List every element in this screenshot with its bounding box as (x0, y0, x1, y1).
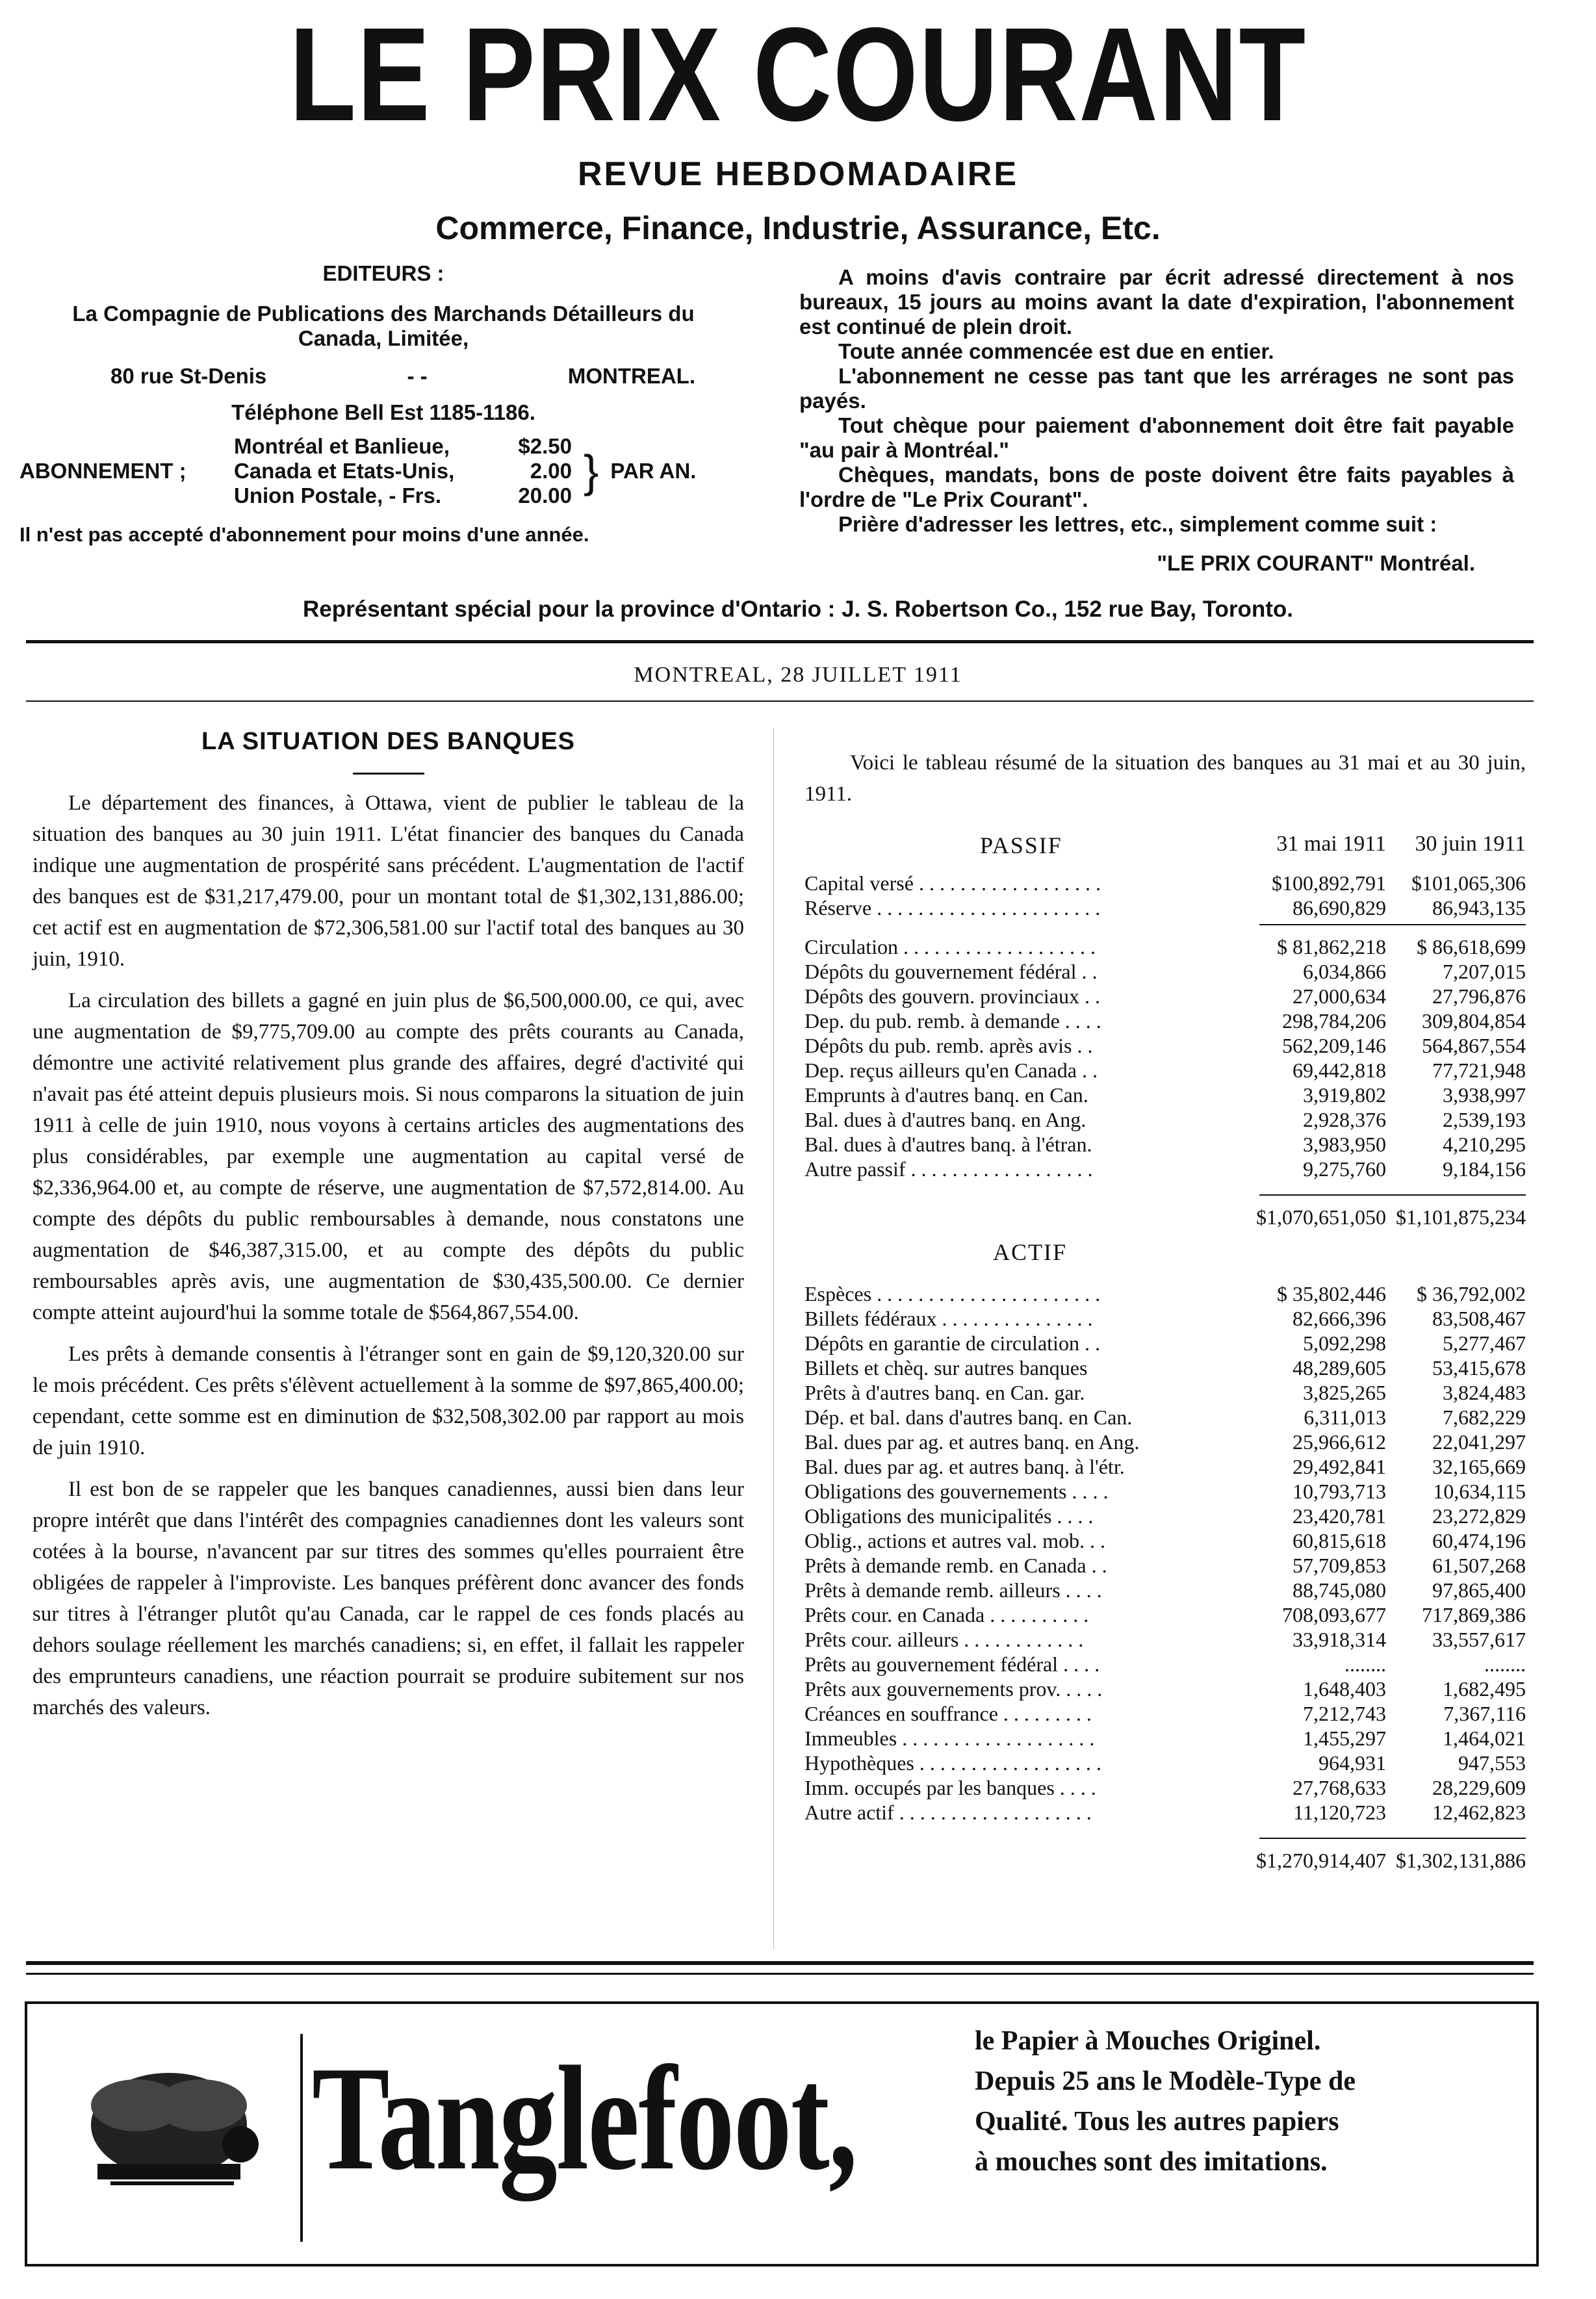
value-june: 83,508,467 (1432, 1307, 1526, 1330)
rate-price: $2.50 (518, 434, 572, 458)
row-label: Dépôts des gouvern. provinciaux . . (804, 984, 1101, 1008)
representative-line: Représentant spécial pour la province d'Ontario : J. S. Robertson Co., 152 rue Bay, Toronto. (303, 597, 1293, 622)
row-label: Autre passif . . . . . . . . . . . . . . . . . . (804, 1157, 1093, 1181)
footer-rule-bottom (26, 1973, 1534, 1975)
row-label: Billets fédéraux . . . . . . . . . . . . . . . (804, 1307, 1093, 1330)
value-june: 23,272,829 (1432, 1504, 1526, 1528)
publisher-heading: EDITEURS : (322, 261, 444, 285)
fly-icon (71, 2047, 266, 2203)
actif-total-row (804, 1848, 1526, 1873)
publisher-city: MONTREAL. (567, 364, 695, 388)
value-june: 53,415,678 (1432, 1356, 1526, 1380)
actif-row (804, 1479, 1526, 1504)
value-june: 2,539,193 (1443, 1108, 1526, 1131)
notice-line: Tout chèque pour paiement d'abonnement doit être fait payable "au pair à Montréal." (799, 413, 1514, 462)
subscription-label: ABONNEMENT ; (19, 459, 187, 483)
article-title: LA SITUATION DES BANQUES (201, 728, 576, 755)
row-label: Prêts à d'autres banq. en Can. gar. (804, 1381, 1085, 1404)
row-label: Capital versé . . . . . . . . . . . . . . . . . . (804, 871, 1101, 895)
value-may: $ 81,862,218 (1277, 935, 1386, 958)
actif-row (804, 1430, 1526, 1454)
value-may: 48,289,605 (1293, 1356, 1386, 1380)
value-may: $ 35,802,446 (1277, 1282, 1386, 1305)
value-june: $ 36,792,002 (1417, 1282, 1526, 1305)
notices-block (799, 265, 1514, 576)
value-may: 964,931 (1319, 1751, 1386, 1775)
value-june: 32,165,669 (1432, 1455, 1526, 1478)
notice-line: Chèques, mandats, bons de poste doivent être faits payables à l'ordre de "Le Prix Courant". (799, 463, 1514, 511)
row-label: Dépôts du pub. remb. après avis . . (804, 1034, 1093, 1057)
value-june: 10,634,115 (1433, 1480, 1526, 1503)
passif-total-may: $1,070,651,050 (1256, 1205, 1386, 1229)
rate-row (234, 483, 572, 508)
passif-row (804, 1008, 1526, 1033)
passif-total-june: $1,101,875,234 (1396, 1205, 1526, 1229)
value-june: 3,938,997 (1443, 1083, 1526, 1107)
value-may: 86,690,829 (1293, 896, 1386, 919)
value-may: 23,420,781 (1293, 1504, 1386, 1528)
value-june: $ 86,618,699 (1417, 935, 1526, 958)
row-label: Prêts au gouvernement fédéral . . . . (804, 1652, 1100, 1676)
value-june: 60,474,196 (1432, 1529, 1526, 1552)
actif-row (804, 1800, 1526, 1825)
actif-total-june: $1,302,131,886 (1396, 1849, 1526, 1872)
header-rule (26, 640, 1534, 643)
value-may: 27,768,633 (1293, 1776, 1386, 1799)
actif-row (804, 1331, 1526, 1355)
subscription-block (19, 434, 747, 508)
actif-row (804, 1380, 1526, 1405)
row-label: Prêts cour. ailleurs . . . . . . . . . . . . (804, 1628, 1084, 1651)
actif-group (804, 1281, 1526, 1825)
actif-row (804, 1528, 1526, 1553)
value-may: 88,745,080 (1293, 1578, 1386, 1602)
actif-row (804, 1504, 1526, 1528)
actif-row (804, 1553, 1526, 1578)
passif-row (804, 895, 1526, 920)
passif-row (804, 1058, 1526, 1083)
value-may: 298,784,206 (1282, 1009, 1386, 1033)
value-june: 12,462,823 (1432, 1801, 1526, 1824)
actif-row (804, 1726, 1526, 1751)
passif-row (804, 1033, 1526, 1058)
actif-row (804, 1306, 1526, 1331)
row-label: Bal. dues à d'autres banq. à l'étran. (804, 1133, 1092, 1156)
subscription-rates (234, 434, 572, 508)
actif-row (804, 1775, 1526, 1800)
value-june: 22,041,297 (1432, 1430, 1526, 1454)
value-may: 7,212,743 (1303, 1702, 1386, 1725)
col-header-june: 30 juin 1911 (1415, 832, 1526, 856)
subscription-minimum-note: Il n'est pas accepté d'abonnement pour moins d'une année. (19, 523, 589, 546)
ad-tag-line: à mouches sont des imitations. (975, 2147, 1328, 2177)
row-label: Dépôts du gouvernement fédéral . . (804, 960, 1098, 983)
row-label: Dep. reçus ailleurs qu'en Canada . . (804, 1059, 1098, 1082)
value-may: 6,034,866 (1303, 960, 1386, 983)
value-may: 60,815,618 (1293, 1529, 1386, 1552)
row-label: Prêts à demande remb. ailleurs . . . . (804, 1578, 1102, 1602)
per-year-label: PAR AN. (610, 459, 697, 483)
publisher-block (19, 261, 747, 547)
row-label: Bal. dues à d'autres banq. en Ang. (804, 1108, 1087, 1131)
actif-row (804, 1454, 1526, 1479)
row-label: Dép. et bal. dans d'autres banq. en Can. (804, 1406, 1133, 1429)
row-label: Dep. du pub. remb. à demande . . . . (804, 1009, 1101, 1033)
value-june: 27,796,876 (1432, 984, 1526, 1008)
publisher-company: La Compagnie de Publications des Marchands Détailleurs du Canada, Limitée, (72, 302, 695, 350)
value-may: 562,209,146 (1282, 1034, 1386, 1057)
value-may: 10,793,713 (1293, 1480, 1386, 1503)
value-june: 86,943,135 (1432, 896, 1526, 919)
value-june: 77,721,948 (1432, 1059, 1526, 1082)
row-label: Imm. occupés par les banques . . . . (804, 1776, 1096, 1799)
rate-price: 20.00 (518, 483, 572, 507)
actif-row (804, 1281, 1526, 1306)
actif-heading: ACTIF (993, 1239, 1068, 1265)
rate-row (234, 434, 572, 459)
value-may: 1,455,297 (1303, 1727, 1386, 1750)
value-may: 5,092,298 (1303, 1331, 1386, 1355)
notice-line: L'abonnement ne cesse pas tant que les arrérages ne sont pas payés. (799, 364, 1514, 413)
notice-line: Toute année commencée est due en entier. (838, 339, 1274, 363)
row-label: Immeubles . . . . . . . . . . . . . . . . . . . (804, 1727, 1095, 1750)
row-label: Circulation . . . . . . . . . . . . . . . . . . . (804, 935, 1096, 958)
rate-row (234, 459, 572, 483)
rate-label: Canada et Etats-Unis, (234, 459, 455, 483)
ad-divider (300, 2034, 303, 2242)
value-may: 57,709,853 (1293, 1554, 1386, 1577)
value-june: 9,184,156 (1443, 1157, 1526, 1181)
value-may: 82,666,396 (1293, 1307, 1386, 1330)
passif-row (804, 934, 1526, 959)
value-may: 1,648,403 (1303, 1677, 1386, 1701)
bank-table (804, 747, 1526, 1873)
publisher-address: 80 rue St-Denis (110, 364, 267, 388)
row-label: Espèces . . . . . . . . . . . . . . . . . . . . . . (804, 1282, 1101, 1305)
value-june: 7,207,015 (1443, 960, 1526, 983)
value-may: 3,919,802 (1303, 1083, 1386, 1107)
masthead-title: LE PRIX COURANT (289, 0, 1307, 149)
notice-line: A moins d'avis contraire par écrit adressé directement à nos bureaux, 15 jours au moins avant la date d'expiration, l'abonnement est continué de plein droit. (799, 265, 1514, 339)
row-label: Bal. dues par ag. et autres banq. à l'étr. (804, 1455, 1125, 1478)
publisher-address-sep: - - (407, 364, 428, 388)
ad-tag-line: le Papier à Mouches Originel. (975, 2026, 1321, 2056)
subtotal-rule (1259, 924, 1526, 934)
value-june: 61,507,268 (1432, 1554, 1526, 1577)
ad-tagline (975, 2021, 1508, 2182)
value-june: 947,553 (1458, 1751, 1526, 1775)
value-may: 708,093,677 (1282, 1603, 1386, 1626)
value-may: 33,918,314 (1293, 1628, 1386, 1651)
value-june: 717,869,386 (1422, 1603, 1526, 1626)
publisher-address-line (110, 364, 695, 389)
value-may: 9,275,760 (1303, 1157, 1386, 1181)
notice-address: "LE PRIX COURANT" Montréal. (1157, 551, 1475, 575)
passif-row (804, 1107, 1526, 1132)
row-label: Obligations des municipalités . . . . (804, 1504, 1094, 1528)
passif-row (804, 1157, 1526, 1181)
passif-row (804, 984, 1526, 1008)
value-may: 3,983,950 (1303, 1133, 1386, 1156)
dateline: MONTREAL, 28 JUILLET 1911 (634, 663, 962, 687)
article-paragraph: Il est bon de se rappeler que les banques canadiennes, aussi bien dans leur propre intérêt que dans l'intérêt des compagnies canadiennes dont les valeurs sont cotées à la bourse, n'avancent par sur titres des sommes qu'elles pourraient être obligées de rappeler à l'improviste. Les banques préfèrent donc avancer des fonds sur titres à l'étranger plutôt qu'au Canada, car le rappel de ces fonds placés au dehors soulage réellement les marchés canadiens; si, en effet, il fallait les rappeler des emprunteurs canadiens, une réaction pourrait se produire subitement sur nos marchés des valeurs. (32, 1478, 744, 1719)
row-label: Prêts cour. en Canada . . . . . . . . . . (804, 1603, 1089, 1626)
article-paragraph: La circulation des billets a gagné en juin plus de $6,500,000.00, ce qui, avec une augmentation de $9,775,709.00 au compte des prêts courants au Canada, démontre une activité relativement plus grande des affaires, degré d'activité qui n'avait pas été atteint depuis plusieurs mois. Si nous comparons la situation de juin 1911 à celle de juin 1910, nous voyons à certains articles des augmentations des plus considérables, par exemple une augmentation au capital versé de $2,336,964.00 et, au compte de réserve, une augmentation de $7,572,814.00. Au compte des dépôts du public remboursables à demande, nous constatons une augmentation de $46,387,315.00, et au compte des dépôts du public remboursables après avis, une augmentation de $30,435,500.00. Ce dernier compte atteint aujourd'hui la somme totale de $564,867,554.00. (32, 989, 744, 1324)
value-may: 25,966,612 (1293, 1430, 1386, 1454)
actif-row (804, 1701, 1526, 1726)
passif-heading: PASSIF (980, 832, 1062, 858)
ad-tag-line: Qualité. Tous les autres papiers (975, 2107, 1339, 2137)
value-june: ........ (1484, 1652, 1526, 1676)
footer-rule-top (26, 1961, 1534, 1965)
value-june: 564,867,554 (1422, 1034, 1526, 1057)
publisher-phone: Téléphone Bell Est 1185-1186. (231, 400, 535, 424)
actif-total-may: $1,270,914,407 (1256, 1849, 1386, 1872)
value-may: 69,442,818 (1293, 1059, 1386, 1082)
value-june: 7,682,229 (1443, 1406, 1526, 1429)
row-label: Hypothèques . . . . . . . . . . . . . . . . . . (804, 1751, 1101, 1775)
value-june: 309,804,854 (1422, 1009, 1526, 1033)
actif-row (804, 1676, 1526, 1701)
value-june: $101,065,306 (1411, 871, 1526, 895)
row-label: Dépôts en garantie de circulation . . (804, 1331, 1100, 1355)
dateline-rule (26, 700, 1534, 702)
passif-capital-group (804, 871, 1526, 920)
passif-row (804, 959, 1526, 984)
masthead-tagline: Commerce, Finance, Industrie, Assurance, Etc. (435, 210, 1161, 246)
masthead-subtitle: REVUE HEBDOMADAIRE (577, 155, 1019, 193)
passif-liabilities-group (804, 934, 1526, 1181)
actif-row (804, 1602, 1526, 1627)
article-title-rule (353, 773, 424, 775)
column-divider (773, 728, 774, 1949)
value-june: 1,682,495 (1443, 1677, 1526, 1701)
value-may: $100,892,791 (1272, 871, 1386, 895)
article-paragraph: Le département des finances, à Ottawa, vient de publier le tableau de la situation des banques au 30 juin 1911. L'état financier des banques du Canada indique une augmentation de prospérité sans précédent. L'augmentation de l'actif des banques est de $31,217,479.00, pour un montant total de $1,302,131,886.00; cet actif est en augmentation de $72,306,581.00 sur l'actif total des banques au 30 juin, 1910. (32, 791, 744, 971)
passif-total-row (804, 1205, 1526, 1229)
row-label: Obligations des gouvernements . . . . (804, 1480, 1109, 1503)
notice-line: Prière d'adresser les lettres, etc., simplement comme suit : (838, 512, 1437, 536)
value-may: 6,311,013 (1304, 1406, 1386, 1429)
actif-row (804, 1652, 1526, 1676)
value-june: 3,824,483 (1443, 1381, 1526, 1404)
row-label: Créances en souffrance . . . . . . . . . (804, 1702, 1092, 1725)
value-may: 11,120,723 (1293, 1801, 1386, 1824)
ad-brand: Tanglefoot, (312, 2035, 857, 2201)
value-june: 28,229,609 (1432, 1776, 1526, 1799)
row-label: Prêts à demande remb. en Canada . . (804, 1554, 1107, 1577)
value-june: 4,210,295 (1443, 1133, 1526, 1156)
actif-row (804, 1355, 1526, 1380)
value-june: 1,464,021 (1443, 1727, 1526, 1750)
passif-row (804, 1132, 1526, 1157)
ad-tag-line: Depuis 25 ans le Modèle-Type de (975, 2066, 1356, 2096)
passif-row (804, 1083, 1526, 1107)
actif-row (804, 1405, 1526, 1430)
row-label: Prêts aux gouvernements prov. . . . . (804, 1677, 1103, 1701)
rate-label: Montréal et Banlieue, (234, 434, 450, 458)
row-label: Réserve . . . . . . . . . . . . . . . . . . . . . . (804, 896, 1101, 919)
article-paragraph: Les prêts à demande consentis à l'étranger sont en gain de $9,120,320.00 sur le mois précédent. Ces prêts s'élèvent actuellement à la somme de $97,865,400.00; cependant, cette somme est en diminution de $32,508,302.00 par rapport au mois de juin 1910. (32, 1342, 744, 1459)
value-may: ........ (1345, 1652, 1386, 1676)
row-label: Bal. dues par ag. et autres banq. en Ang. (804, 1430, 1140, 1454)
value-june: 5,277,467 (1443, 1331, 1526, 1355)
brace-icon: } (584, 446, 599, 496)
table-header-row (804, 832, 1526, 859)
value-june: 97,865,400 (1432, 1578, 1526, 1602)
row-label: Billets et chèq. sur autres banques (804, 1356, 1088, 1380)
value-june: 33,557,617 (1432, 1628, 1526, 1651)
value-may: 27,000,634 (1293, 984, 1386, 1008)
actif-row (804, 1578, 1526, 1602)
row-label: Emprunts à d'autres banq. en Can. (804, 1083, 1088, 1107)
article (32, 728, 744, 1734)
col-header-may: 31 mai 1911 (1276, 832, 1386, 856)
value-may: 3,825,265 (1303, 1381, 1386, 1404)
actif-row (804, 1751, 1526, 1775)
row-label: Autre actif . . . . . . . . . . . . . . . . . . . (804, 1801, 1092, 1824)
passif-row (804, 871, 1526, 895)
value-may: 2,928,376 (1303, 1108, 1386, 1131)
table-intro: Voici le tableau résumé de la situation des banques au 31 mai et au 30 juin, 1911. (804, 751, 1526, 806)
rate-price: 2.00 (530, 459, 572, 483)
value-may: 29,492,841 (1293, 1455, 1386, 1478)
rate-label: Union Postale, - Frs. (234, 483, 442, 507)
value-june: 7,367,116 (1443, 1702, 1526, 1725)
total-rule (1259, 1194, 1526, 1196)
total-rule (1259, 1838, 1526, 1839)
actif-row (804, 1627, 1526, 1652)
row-label: Oblig., actions et autres val. mob. . . (804, 1529, 1106, 1552)
